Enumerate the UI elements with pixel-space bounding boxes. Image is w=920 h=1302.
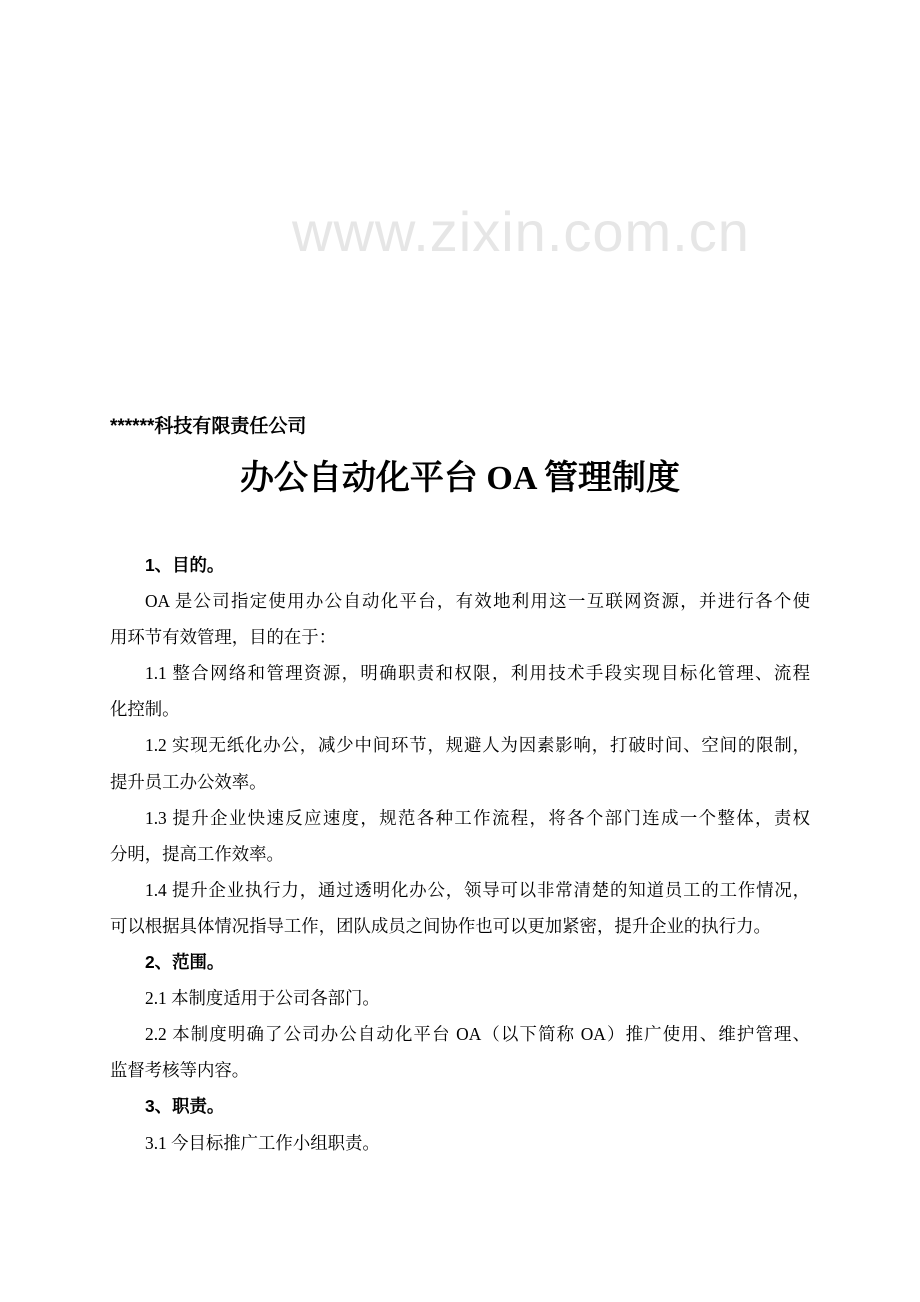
paragraph-line: 1.2 实现无纸化办公，减少中间环节，规避人为因素影响，打破时间、空间的限制， bbox=[145, 735, 810, 756]
paragraph-line: 1.1 整合网络和管理资源，明确职责和权限，利用技术手段实现目标化管理、流程 bbox=[145, 663, 810, 684]
section-heading: 2、范围。 bbox=[145, 952, 225, 973]
paragraph-line: 2.2 本制度明确了公司办公自动化平台 OA（以下简称 OA）推广使用、维护管理、 bbox=[145, 1024, 810, 1045]
paragraph-line: 3.1 今目标推广工作小组职责。 bbox=[145, 1132, 380, 1153]
paragraph-line: 化控制。 bbox=[110, 699, 180, 720]
paragraph-line: 分明，提高工作效率。 bbox=[110, 843, 284, 864]
paragraph-line: OA 是公司指定使用办公自动化平台，有效地利用这一互联网资源，并进行各个使 bbox=[145, 591, 810, 612]
section-heading: 3、职责。 bbox=[145, 1096, 225, 1117]
paragraph-line: 可以根据具体情况指导工作，团队成员之间协作也可以更加紧密，提升企业的执行力。 bbox=[110, 915, 771, 936]
section-heading: 1、目的。 bbox=[145, 555, 225, 575]
paragraph-line: 提升员工办公效率。 bbox=[110, 771, 267, 792]
paragraph-line: 用环节有效管理，目的在于： bbox=[110, 627, 337, 648]
document-title: 办公自动化平台 OA 管理制度 bbox=[239, 460, 681, 497]
paragraph-line: 1.4 提升企业执行力，通过透明化办公，领导可以非常清楚的知道员工的工作情况， bbox=[145, 879, 810, 900]
watermark: www.zixin.com.cn bbox=[292, 200, 750, 263]
company-name: ******科技有限责任公司 bbox=[110, 416, 307, 437]
paragraph-line: 2.1 本制度适用于公司各部门。 bbox=[145, 988, 380, 1009]
paragraph-line: 监督考核等内容。 bbox=[110, 1060, 250, 1081]
paragraph-line: 1.3 提升企业快速反应速度，规范各种工作流程，将各个部门连成一个整体，责权 bbox=[145, 807, 810, 828]
document-body bbox=[110, 547, 810, 1161]
